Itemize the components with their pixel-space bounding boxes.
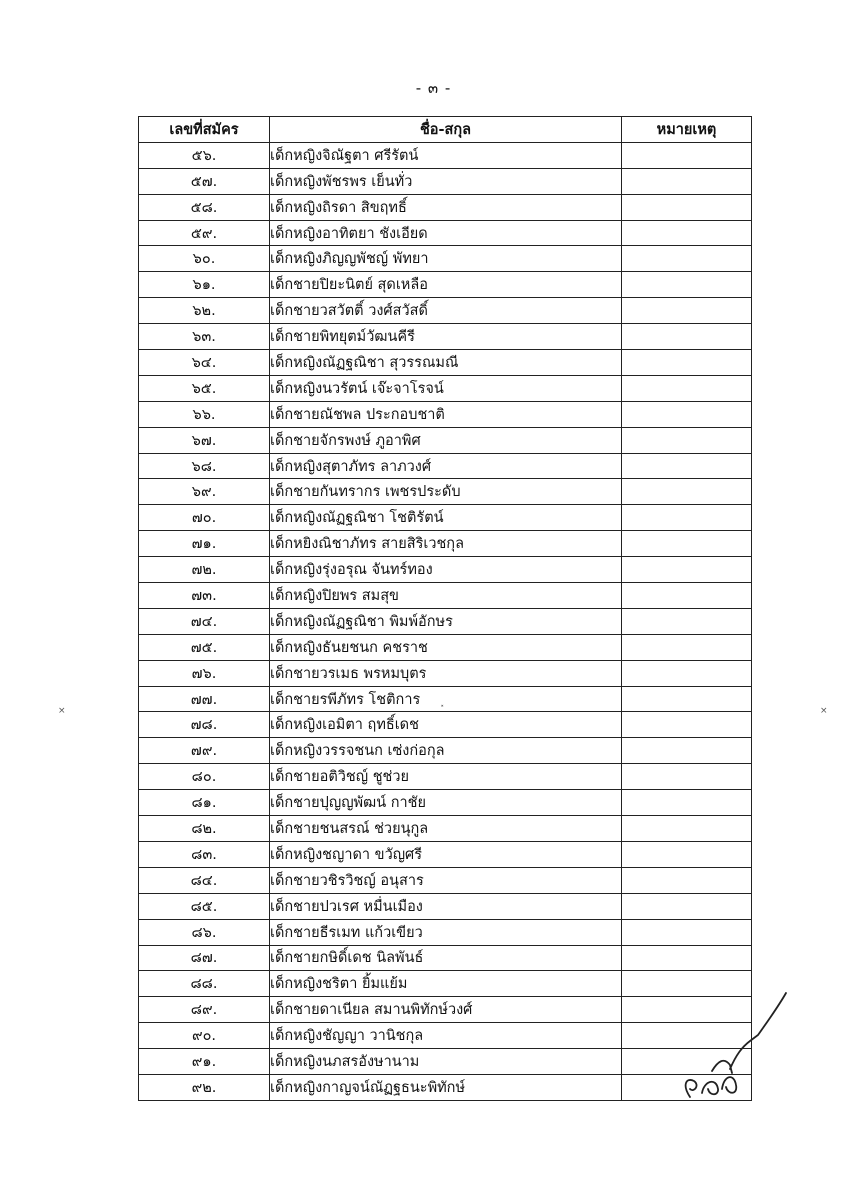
- table-row: [139, 712, 752, 738]
- full-name-cell: เด็กชายณัชพล ประกอบชาติ: [270, 401, 622, 427]
- full-name-cell: เด็กหญิงชัญญา วานิชกุล: [270, 1023, 622, 1049]
- full-name-cell: เด็กหยิงณิชาภัทร สายสิริเวชกุล: [270, 531, 622, 557]
- applicant-number-cell: ๙๒.: [139, 1074, 270, 1100]
- applicant-number-cell: ๗๙.: [139, 738, 270, 764]
- remarks-cell: [622, 583, 752, 609]
- remarks-cell: [622, 686, 752, 712]
- remarks-cell: [622, 505, 752, 531]
- table-row: [139, 298, 752, 324]
- table-row: [139, 608, 752, 634]
- full-name-cell: เด็กหญิงชริตา ยิ้มแย้ม: [270, 971, 622, 997]
- table-row: [139, 401, 752, 427]
- remarks-cell: [622, 608, 752, 634]
- remarks-cell: [622, 453, 752, 479]
- full-name-cell: เด็กชายปวเรศ หมื่นเมือง: [270, 893, 622, 919]
- applicant-number-cell: ๖๕.: [139, 375, 270, 401]
- applicant-table: [138, 116, 752, 1101]
- full-name-cell: เด็กหญิงนวรัตน์ เจ๊ะจาโรจน์: [270, 375, 622, 401]
- remarks-cell: [622, 634, 752, 660]
- table-row: [139, 867, 752, 893]
- applicant-number-cell: ๖๔.: [139, 350, 270, 376]
- applicant-number-cell: ๖๙.: [139, 479, 270, 505]
- scan-speck: ×: [58, 706, 66, 716]
- table-row: [139, 479, 752, 505]
- applicant-number-cell: ๙๑.: [139, 1049, 270, 1075]
- full-name-cell: เด็กหญิงณัฏฐณิชา พิมพ์อักษร: [270, 608, 622, 634]
- full-name-cell: เด็กชายกษิดิ์เดช นิลพันธ์: [270, 945, 622, 971]
- full-name-cell: เด็กหญิงนภสรอังษานาม: [270, 1049, 622, 1075]
- header-remarks: หมายเหตุ: [622, 117, 752, 143]
- applicant-number-cell: ๗๗.: [139, 686, 270, 712]
- applicant-number-cell: ๘๐.: [139, 764, 270, 790]
- applicant-number-cell: ๗๑.: [139, 531, 270, 557]
- full-name-cell: เด็กหญิงปิยพร สมสุข: [270, 583, 622, 609]
- full-name-cell: เด็กหญิงพัชรพร เย็นทั่ว: [270, 168, 622, 194]
- table-row: [139, 997, 752, 1023]
- table-row: [139, 246, 752, 272]
- full-name-cell: เด็กหญิงอาทิตยา ชังเอียด: [270, 220, 622, 246]
- handwritten-signature: [672, 985, 792, 1105]
- full-name-cell: เด็กชายรพีภัทร โชติการ: [270, 686, 622, 712]
- applicant-number-cell: ๗๕.: [139, 634, 270, 660]
- full-name-cell: เด็กชายอติวิชญ์ ชูช่วย: [270, 764, 622, 790]
- table-row: [139, 453, 752, 479]
- applicant-number-cell: ๘๒.: [139, 816, 270, 842]
- applicant-number-cell: ๗๒.: [139, 557, 270, 583]
- applicant-number-cell: ๗๓.: [139, 583, 270, 609]
- table-row: [139, 686, 752, 712]
- full-name-cell: เด็กชายปิยะนิตย์ สุดเหลือ: [270, 272, 622, 298]
- full-name-cell: เด็กหญิงถิรดา สิขฤทธิ์: [270, 194, 622, 220]
- remarks-cell: [622, 142, 752, 168]
- full-name-cell: เด็กหญิงณัฏฐณิชา โชติรัตน์: [270, 505, 622, 531]
- applicant-number-cell: ๖๑.: [139, 272, 270, 298]
- table-row: [139, 790, 752, 816]
- applicant-number-cell: ๖๒.: [139, 298, 270, 324]
- full-name-cell: เด็กหญิงกาญจน์ณัฏฐธนะพิทักษ์: [270, 1074, 622, 1100]
- remarks-cell: [622, 375, 752, 401]
- applicant-number-cell: ๘๓.: [139, 841, 270, 867]
- table-header-row: [139, 117, 752, 143]
- table-row: [139, 557, 752, 583]
- applicant-number-cell: ๗๐.: [139, 505, 270, 531]
- remarks-cell: [622, 660, 752, 686]
- full-name-cell: เด็กหญิงชญาดา ขวัญศรี: [270, 841, 622, 867]
- full-name-cell: เด็กชายจักรพงษ์ ภูอาพิศ: [270, 427, 622, 453]
- applicant-number-cell: ๘๘.: [139, 971, 270, 997]
- applicant-number-cell: ๖๓.: [139, 324, 270, 350]
- table-row: [139, 660, 752, 686]
- applicant-number-cell: ๖๐.: [139, 246, 270, 272]
- table-row: [139, 505, 752, 531]
- full-name-cell: เด็กชายวรเมธ พรหมบุตร: [270, 660, 622, 686]
- remarks-cell: [622, 272, 752, 298]
- full-name-cell: เด็กชายวสวัตติ์ วงศ์สวัสดิ์: [270, 298, 622, 324]
- applicant-number-cell: ๖๘.: [139, 453, 270, 479]
- full-name-cell: เด็กชายวชิรวิชญ์ อนุสาร: [270, 867, 622, 893]
- remarks-cell: [622, 246, 752, 272]
- full-name-cell: เด็กชายดาเนียล สมานพิทักษ์วงศ์: [270, 997, 622, 1023]
- applicant-number-cell: ๘๕.: [139, 893, 270, 919]
- remarks-cell: [622, 712, 752, 738]
- full-name-cell: เด็กหญิงเอมิตา ฤทธิ์เดช: [270, 712, 622, 738]
- full-name-cell: เด็กหญิงภิญญพัชญ์ พัทยา: [270, 246, 622, 272]
- applicant-number-cell: ๘๗.: [139, 945, 270, 971]
- scan-speck: ˟: [440, 705, 445, 715]
- applicant-number-cell: ๖๗.: [139, 427, 270, 453]
- remarks-cell: [622, 893, 752, 919]
- header-applicant-number: เลขที่สมัคร: [139, 117, 270, 143]
- remarks-cell: [622, 531, 752, 557]
- table-row: [139, 427, 752, 453]
- header-full-name: ชื่อ-สกุล: [270, 117, 622, 143]
- table-row: [139, 1049, 752, 1075]
- table-row: [139, 272, 752, 298]
- applicant-number-cell: ๗๘.: [139, 712, 270, 738]
- remarks-cell: [622, 790, 752, 816]
- table-row: [139, 1074, 752, 1100]
- full-name-cell: เด็กหญิงธันยชนก คชราช: [270, 634, 622, 660]
- table-row: [139, 971, 752, 997]
- applicant-number-cell: ๕๗.: [139, 168, 270, 194]
- applicant-number-cell: ๖๖.: [139, 401, 270, 427]
- page-number: - ๓ -: [415, 79, 452, 97]
- table-row: [139, 324, 752, 350]
- remarks-cell: [622, 919, 752, 945]
- applicant-number-cell: ๕๖.: [139, 142, 270, 168]
- table-row: [139, 220, 752, 246]
- remarks-cell: [622, 298, 752, 324]
- table-row: [139, 583, 752, 609]
- full-name-cell: เด็กชายธีรเมท แก้วเขียว: [270, 919, 622, 945]
- full-name-cell: เด็กชายพิทยุตม์วัฒนคีรี: [270, 324, 622, 350]
- remarks-cell: [622, 401, 752, 427]
- remarks-cell: [622, 350, 752, 376]
- table-row: [139, 738, 752, 764]
- table-row: [139, 531, 752, 557]
- table-row: [139, 764, 752, 790]
- remarks-cell: [622, 479, 752, 505]
- table-row: [139, 816, 752, 842]
- remarks-cell: [622, 867, 752, 893]
- table-row: [139, 634, 752, 660]
- full-name-cell: เด็กหญิงณัฏฐณิชา สุวรรณมณี: [270, 350, 622, 376]
- table-row: [139, 350, 752, 376]
- applicant-number-cell: ๗๖.: [139, 660, 270, 686]
- remarks-cell: [622, 427, 752, 453]
- applicant-number-cell: ๕๘.: [139, 194, 270, 220]
- table-row: [139, 168, 752, 194]
- table-row: [139, 1023, 752, 1049]
- table-row: [139, 841, 752, 867]
- table-row: [139, 945, 752, 971]
- full-name-cell: เด็กหญิงวรรจชนก เซ่งก่อกุล: [270, 738, 622, 764]
- applicant-number-cell: ๘๙.: [139, 997, 270, 1023]
- applicant-number-cell: ๘๑.: [139, 790, 270, 816]
- applicant-number-cell: ๙๐.: [139, 1023, 270, 1049]
- table-row: [139, 893, 752, 919]
- remarks-cell: [622, 945, 752, 971]
- applicant-number-cell: ๘๔.: [139, 867, 270, 893]
- remarks-cell: [622, 220, 752, 246]
- full-name-cell: เด็กชายชนสรณ์ ช่วยนุกูล: [270, 816, 622, 842]
- full-name-cell: เด็กหญิงจิณัฐตา ศรีรัตน์: [270, 142, 622, 168]
- table-row: [139, 919, 752, 945]
- full-name-cell: เด็กชายปุญญพัฒน์ กาชัย: [270, 790, 622, 816]
- applicant-number-cell: ๗๔.: [139, 608, 270, 634]
- full-name-cell: เด็กหญิงสุตาภัทร ลาภวงศ์: [270, 453, 622, 479]
- scan-speck: ×: [820, 706, 828, 716]
- table-body: [139, 142, 752, 1100]
- remarks-cell: [622, 841, 752, 867]
- applicant-number-cell: ๕๙.: [139, 220, 270, 246]
- table-row: [139, 375, 752, 401]
- remarks-cell: [622, 168, 752, 194]
- remarks-cell: [622, 557, 752, 583]
- remarks-cell: [622, 738, 752, 764]
- remarks-cell: [622, 194, 752, 220]
- full-name-cell: เด็กหญิงรุ่งอรุณ จันทร์ทอง: [270, 557, 622, 583]
- full-name-cell: เด็กชายกันทรากร เพชรประดับ: [270, 479, 622, 505]
- remarks-cell: [622, 764, 752, 790]
- table-row: [139, 142, 752, 168]
- remarks-cell: [622, 816, 752, 842]
- applicant-number-cell: ๘๖.: [139, 919, 270, 945]
- remarks-cell: [622, 324, 752, 350]
- table-row: [139, 194, 752, 220]
